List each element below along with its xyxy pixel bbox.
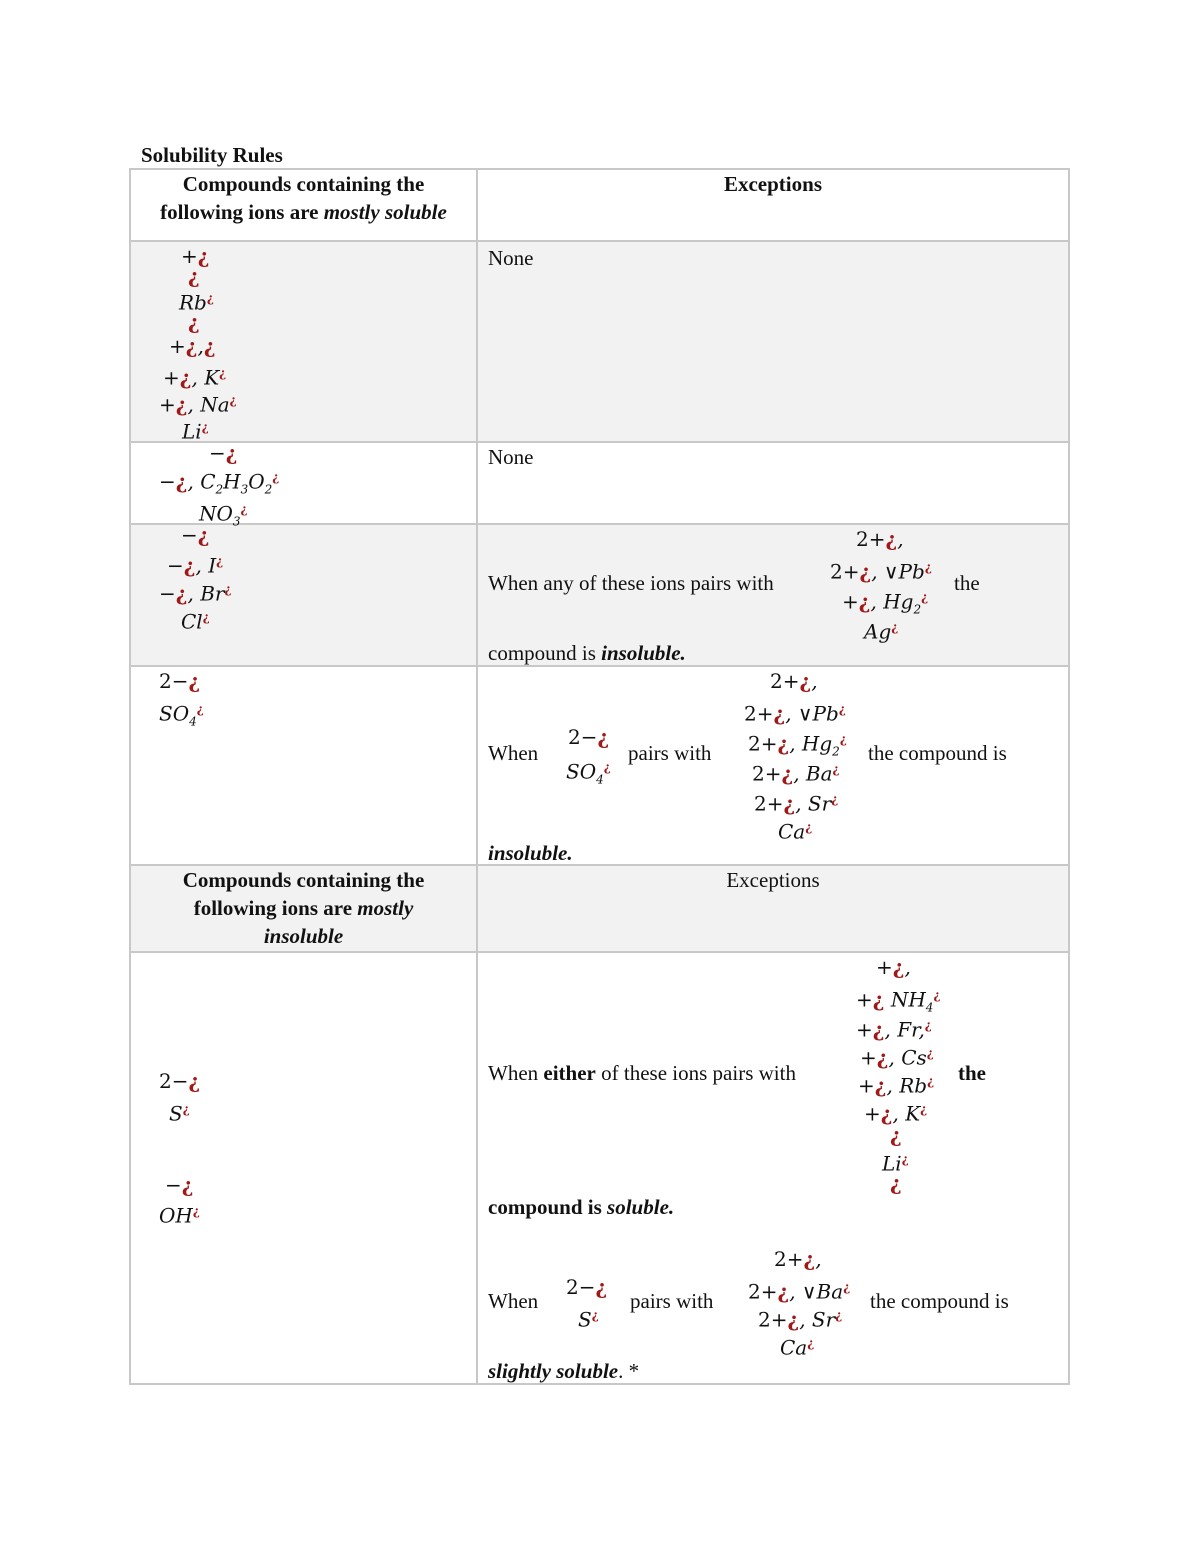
stack-line: 2+¿, xyxy=(770,669,818,693)
header-right-exceptions: Exceptions xyxy=(477,865,1069,952)
header-left-line2: following ions are mostly xyxy=(193,896,414,920)
stack-line-pb: 2+¿, ∨Pb¿ xyxy=(744,701,846,726)
ions-cell-acetate-nitrate xyxy=(130,441,477,529)
stack2-line-sr: 2+¿, Sr¿ xyxy=(758,1307,843,1332)
ion-iodide: −¿, I¿ xyxy=(167,553,224,578)
header-left-insoluble xyxy=(130,865,477,952)
stack-line: +¿, xyxy=(876,955,911,979)
exception-cell xyxy=(477,524,1069,666)
header-right-exceptions: Exceptions xyxy=(477,169,1069,241)
exception-cell xyxy=(477,241,1069,442)
exception-text: the compound is xyxy=(868,741,1007,765)
header-left-line3: insoluble xyxy=(263,924,344,948)
exception-text: pairs with xyxy=(630,1289,714,1313)
stack-line-ba: 2+¿, Ba¿ xyxy=(752,761,840,786)
stack2-line-ba: 2+¿, ∨Ba¿ xyxy=(748,1279,851,1304)
table-row xyxy=(130,666,1069,865)
exception-none: None xyxy=(488,445,534,469)
solubility-table xyxy=(129,168,1070,1385)
inline-ion: 2−¿ xyxy=(566,1275,608,1299)
exception-none: None xyxy=(488,246,534,270)
exception-text: compound is soluble. xyxy=(488,1195,675,1219)
stack-line: 2+¿, xyxy=(856,527,904,551)
table-header-insoluble xyxy=(130,865,1069,952)
table-header-soluble xyxy=(130,169,1069,241)
stack-line-li: Li¿ xyxy=(882,1151,909,1176)
inline-ion-sulfate: $SO_4^¿$ xyxy=(566,759,611,787)
stack-line-ag: Ag¿ xyxy=(864,619,899,644)
ion-k: +¿, K¿ xyxy=(163,365,227,390)
table-row xyxy=(130,952,1069,1384)
exception-text: compound is insoluble. xyxy=(488,641,686,665)
ion-chloride: Cl¿ xyxy=(181,609,210,634)
exception-cell xyxy=(477,666,1069,865)
stack-line-rb: +¿, Rb¿ xyxy=(858,1073,935,1098)
ion-acetate: −¿, $C_2H_3O_2^¿$ xyxy=(159,469,280,497)
stack-line: ¿ xyxy=(890,1123,902,1147)
header-left-line1: Compounds containing the xyxy=(182,868,425,892)
exception-text: insoluble. xyxy=(488,841,573,865)
ion-bromide: −¿, Br¿ xyxy=(159,581,232,606)
ion-line: +¿ xyxy=(181,244,210,268)
exception-text: When xyxy=(488,1289,539,1313)
ion-line: −¿ xyxy=(165,1173,194,1197)
stack2-line: 2+¿, xyxy=(774,1247,822,1271)
table-row xyxy=(130,442,1069,524)
stack-line-hg: 2+¿, $Hg_2^¿$ xyxy=(748,731,847,759)
ions-cell-sulfide-hydroxide xyxy=(130,952,477,1384)
exception-text: When xyxy=(488,741,539,765)
exception-text: slightly soluble. * xyxy=(488,1359,640,1383)
stack-line-hg: +¿, $Hg_2^¿$ xyxy=(842,589,929,617)
stack-line-pb: 2+¿, ∨Pb¿ xyxy=(830,559,932,584)
ion-line: −¿ xyxy=(209,441,238,465)
ion-line: ¿ xyxy=(188,310,200,334)
ion-sulfide: S¿ xyxy=(169,1101,190,1126)
stack-line-sr: 2+¿, Sr¿ xyxy=(754,791,839,816)
ions-cell-sulfate xyxy=(130,666,477,865)
ions-cell-alkali xyxy=(130,241,477,442)
ion-line: ¿ xyxy=(188,264,200,288)
header-left-line2: following ions are mostly soluble xyxy=(160,200,447,224)
page-title: Solubility Rules xyxy=(141,143,283,167)
ion-hydroxide: OH¿ xyxy=(159,1203,200,1228)
ion-line: 2−¿ xyxy=(159,669,201,693)
stack-line-nh4: +¿ $NH_4^¿$ xyxy=(856,987,941,1015)
ion-line: +¿,¿ xyxy=(169,334,216,358)
header-left-soluble xyxy=(130,169,477,241)
ions-cell-halides xyxy=(130,524,477,666)
exception-text: the xyxy=(958,1061,986,1085)
table-row xyxy=(130,524,1069,666)
ion-rb: Rb¿ xyxy=(179,290,214,315)
ion-nitrate: $NO_3^¿$ xyxy=(199,501,248,529)
ion-line: −¿ xyxy=(181,523,210,547)
exception-text: When any of these ions pairs with xyxy=(488,571,774,595)
stack2-line-ca: Ca¿ xyxy=(780,1335,815,1360)
ion-line: 2−¿ xyxy=(159,1069,201,1093)
exception-cell xyxy=(477,442,1069,524)
ion-sulfate: $SO_4^¿$ xyxy=(159,701,204,729)
stack-line: ¿ xyxy=(890,1171,902,1195)
header-left-line1: Compounds containing the xyxy=(182,172,425,196)
stack-line-k: +¿, K¿ xyxy=(864,1101,928,1126)
exception-cell xyxy=(477,952,1069,1384)
exception-text: the xyxy=(954,571,980,595)
table-row xyxy=(130,241,1069,442)
exception-text: When either of these ions pairs with xyxy=(488,1061,796,1085)
stack-line-fr: +¿, Fr,¿ xyxy=(856,1017,932,1042)
stack-line-ca: Ca¿ xyxy=(778,819,813,844)
ion-li: Li¿ xyxy=(182,419,209,444)
exception-text: the compound is xyxy=(870,1289,1009,1313)
exception-text: pairs with xyxy=(628,741,712,765)
stack-line-cs: +¿, Cs¿ xyxy=(860,1045,934,1070)
inline-ion: 2−¿ xyxy=(568,725,610,749)
ion-na: +¿, Na¿ xyxy=(159,392,237,417)
inline-ion-sulfide: S¿ xyxy=(578,1307,599,1332)
